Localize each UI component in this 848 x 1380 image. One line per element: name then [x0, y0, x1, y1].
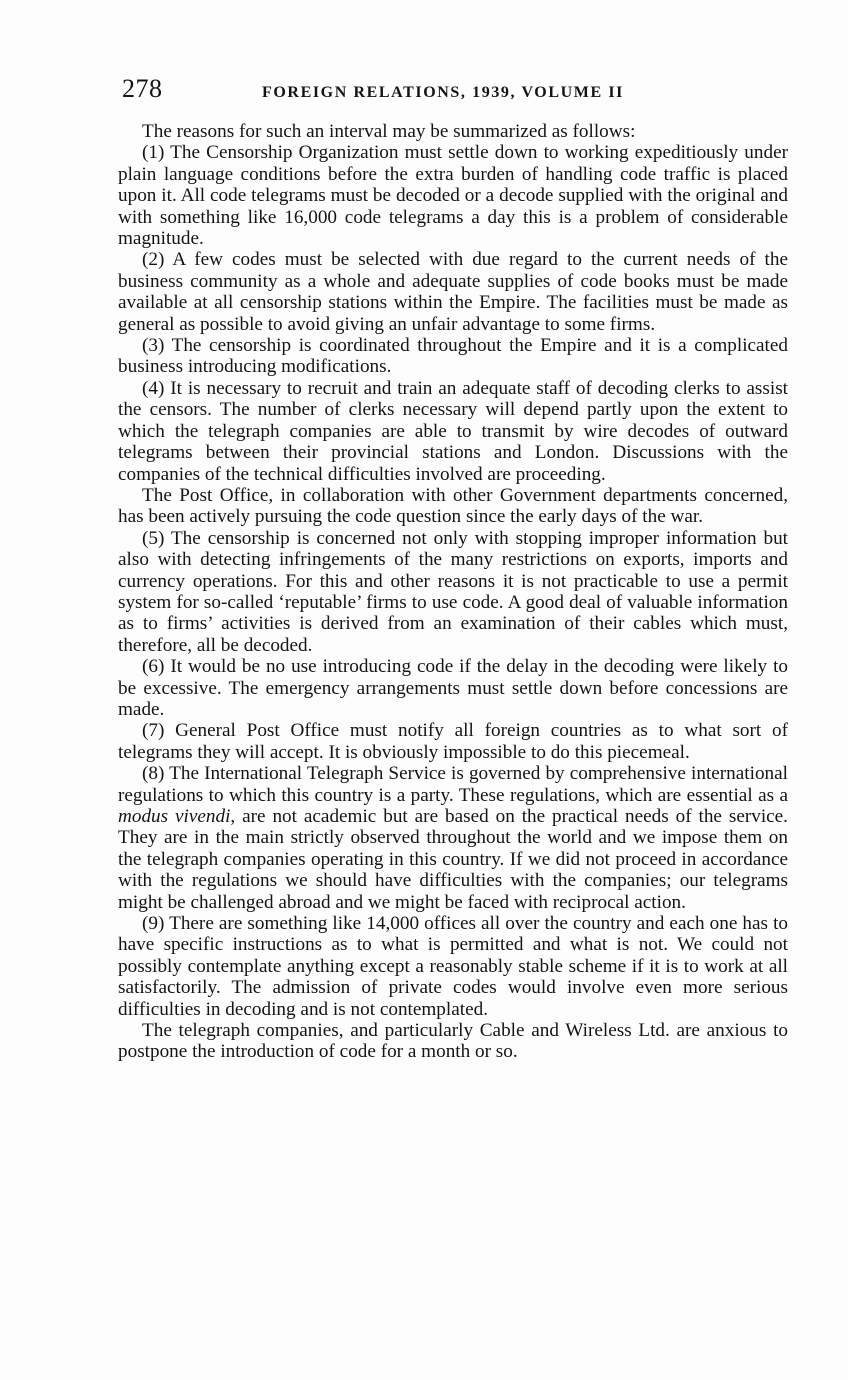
body-text: [118, 121, 788, 1063]
paragraph-point-6: (6) It would be no use introducing code if the delay in the decoding were likely to be excessive. The emergency arrangements must settle down before concessions are made.: [118, 656, 788, 720]
paragraph-point-2: (2) A few codes must be selected with due regard to the current needs of the business community as a whole and adequate supplies of code books must be made available at all censorship stations within the Empire. The facilities must be made as general as possible to avoid giving an unfair advantage to some firms.: [118, 249, 788, 335]
latin-phrase: modus vivendi: [118, 806, 231, 827]
paragraph-point-4: (4) It is necessary to recruit and train an adequate staff of decoding clerks to assist the censors. The number of clerks necessary will depend partly upon the extent to which the telegraph companies are able to transmit by wire decodes of outward telegrams between their provincial stations and London. Discussions with the companies of the technical difficulties involved are proceeding.: [118, 377, 788, 485]
paragraph-point-8-end: , are not academic but are based on the practical needs of the service. They are in the main strictly observed throughout the world and we impose them on the telegraph companies operating in this country. If we did not proceed in accordance with the regulations we should have difficulties with the companies; our telegrams might be challenged abroad and we might be faced with reciprocal action.: [118, 806, 788, 913]
paragraph-intro: The reasons for such an interval may be summarized as follows:: [142, 121, 636, 142]
paragraph-point-8-start: (8) The International Telegraph Service is governed by comprehensive international regulations to which this country is a party. These regulations, which are essential as a: [118, 763, 788, 806]
paragraph-point-3: (3) The censorship is coordinated throughout the Empire and it is a complicated business introducing modifications.: [118, 335, 788, 378]
paragraph-point-9: (9) There are something like 14,000 offices all over the country and each one has to have specific instructions as to what is permitted and what is not. We could not possibly contemplate anything except a reasonably stable scheme if it is to work at all satisfactorily. The admission of private codes would involve even more serious difficulties in decoding and is not contemplated.: [118, 913, 788, 1020]
paragraph-post-office: The Post Office, in collaboration with other Government departments concerned, has been actively pursuing the code question since the early days of the war.: [118, 484, 788, 528]
paragraph-point-7: (7) General Post Office must notify all foreign countries as to what sort of telegrams they will accept. It is obviously impossible to do this piecemeal.: [118, 720, 788, 763]
page-header: [122, 74, 782, 108]
paragraph-point-5: (5) The censorship is concerned not only with stopping improper information but also with detecting infringements of the many restrictions on exports, imports and currency operations. For this and other reasons it is not practicable to use a permit system for so-called ‘reputable’ firms to use code. A good deal of valuable information as to firms’ activities is derived from an examination of their cables which must, therefore, all be decoded.: [118, 527, 788, 656]
paragraph-closing: The telegraph companies, and particularly Cable and Wireless Ltd. are anxious to postpone the introduction of code for a month or so.: [118, 1020, 788, 1063]
paragraph-point-8: [118, 763, 788, 913]
paragraph-point-1: (1) The Censorship Organization must settle down to working expeditiously under plain language conditions before the extra burden of handling code traffic is placed upon it. All code telegrams must be decoded or a decode supplied with the original and with something like 16,000 code telegrams a day this is a problem of considerable magnitude.: [118, 142, 788, 250]
page-number: 278: [122, 74, 163, 103]
running-head: FOREIGN RELATIONS, 1939, VOLUME II: [262, 84, 624, 101]
